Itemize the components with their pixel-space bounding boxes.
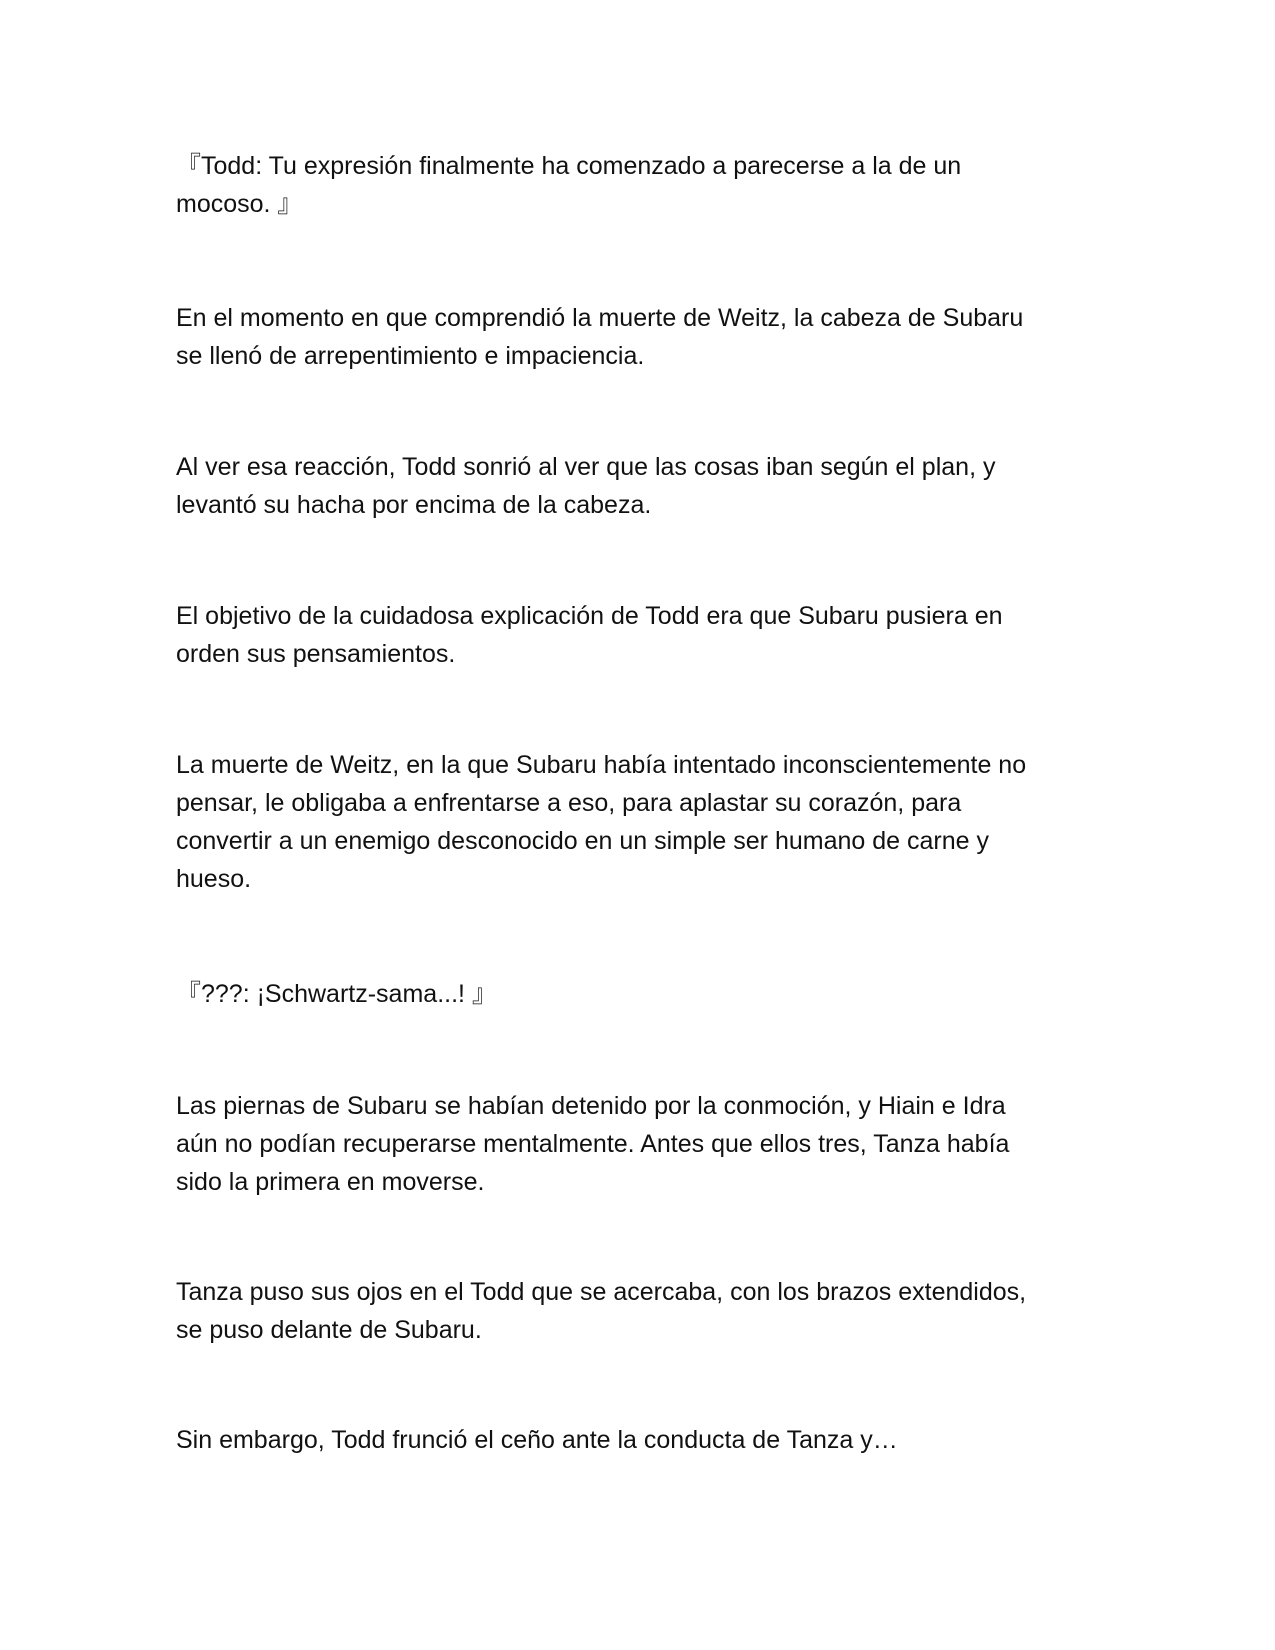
dialogue-todd: 『Todd: Tu expresión finalmente ha comenzado a parecerse a la de un mocoso. 』 bbox=[176, 152, 962, 218]
paragraph: Tanza puso sus ojos en el Todd que se acercaba, con los brazos extendidos, se puso delante de Subaru. bbox=[176, 1278, 1027, 1344]
paragraph: La muerte de Weitz, en la que Subaru había intentado inconscientemente no pensar, le obligaba a enfrentarse a eso, para aplastar su corazón, para convertir a un enemigo desconocido en un simple ser humano de carne y hueso. bbox=[176, 751, 1027, 893]
paragraph: Sin embargo, Todd frunció el ceño ante la conducta de Tanza y… bbox=[176, 1426, 898, 1454]
paragraph: Las piernas de Subaru se habían detenido por la conmoción, y Hiain e Idra aún no podían recuperarse mentalmente. Antes que ellos tres, Tanza había sido la primera en moverse. bbox=[176, 1092, 1010, 1196]
paragraph: Al ver esa reacción, Todd sonrió al ver que las cosas iban según el plan, y levantó su hacha por encima de la cabeza. bbox=[176, 453, 996, 519]
paragraph: El objetivo de la cuidadosa explicación de Todd era que Subaru pusiera en orden sus pensamientos. bbox=[176, 602, 1003, 668]
paragraph: En el momento en que comprendió la muerte de Weitz, la cabeza de Subaru se llenó de arrepentimiento e impaciencia. bbox=[176, 304, 1024, 370]
dialogue-unknown: 『???: ¡Schwartz-sama...! 』 bbox=[176, 980, 497, 1008]
